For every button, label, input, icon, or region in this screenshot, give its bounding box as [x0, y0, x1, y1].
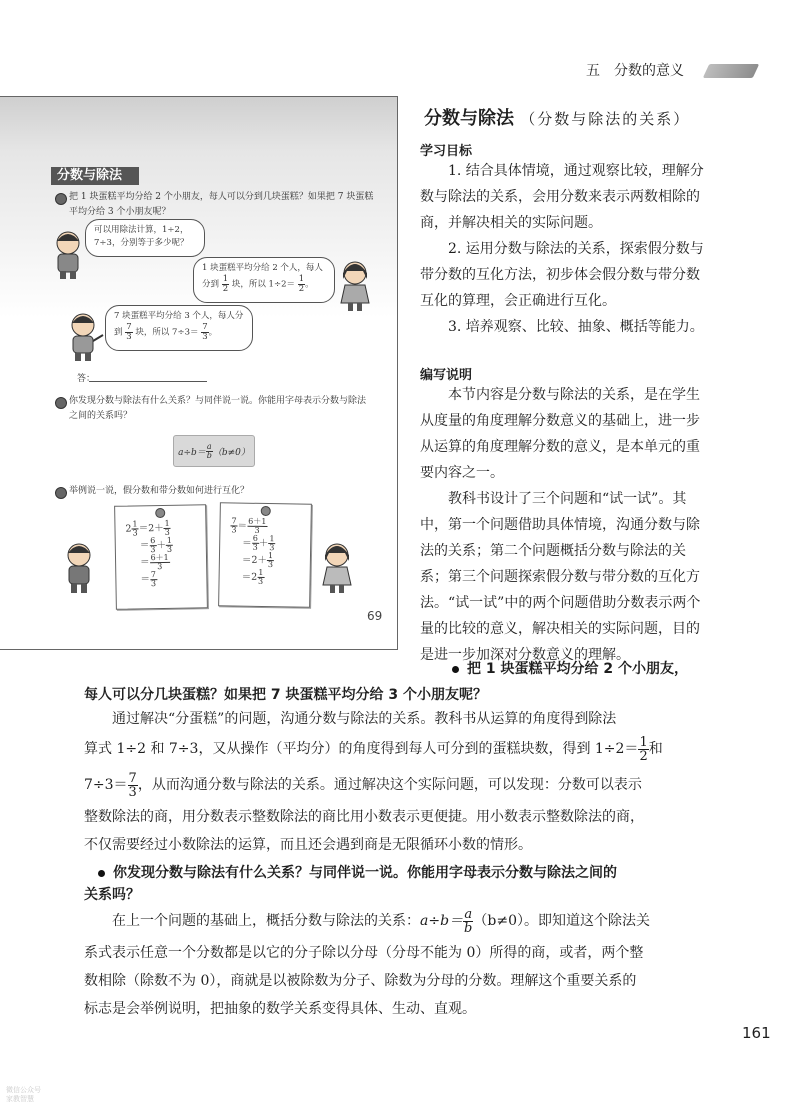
paragraph-2-line-3: 数相除（除数不为 0），商就是以被除数为分子、除数为分母的分数。理解这个重要关系的: [84, 973, 637, 989]
header-tab-decoration: [703, 64, 760, 78]
goal-1: 1. 结合具体情境，通过观察比较，理解分数与除法的关系，会用分数来表示两数相除的商，并解决相关的实际问题。: [420, 163, 704, 231]
textbook-question-1: 把 1 块蛋糕平均分给 2 个小朋友，每人可以分到几块蛋糕？如果把 7 块蛋糕平均分给 3 个小朋友呢？: [69, 192, 374, 217]
speech-bubble-1: [85, 219, 205, 257]
watermark: [6, 1086, 41, 1104]
goal-3: 3. 培养观察、比较、抽象、概括等能力。: [448, 319, 704, 335]
paragraph-1-line-4: 整数除法的商，用分数表示整数除法的商比用小数表示更便捷。用小数表示整数除法的商，: [84, 809, 644, 825]
math-paper-right: $\frac{7}{3}$ ＝ $\frac{6+1}{3}$ ＝ $\frac{6}{3}$ ＋ $\frac{1}{3}$ ＝2＋ $\frac{1}{3}$ ＝2 $\frac{1}{3}$: [218, 502, 312, 608]
notes-paragraph-1: 本节内容是分数与除法的关系，是在学生从度量的角度理解分数意义的基础上，进一步从运算的角度理解分数的意义，是本单元的重要内容之一。: [420, 387, 700, 481]
bubble-2-line-2b: 块，所以 1÷2＝: [231, 279, 295, 290]
question-1-heading-part2: 每人可以分几块蛋糕？如果把 7 块蛋糕平均分给 3 个小朋友呢？: [84, 687, 487, 703]
bullet-icon: [98, 870, 105, 877]
goal-2: 2. 运用分数与除法的关系，探索假分数与带分数的互化方法，初步体会假分数与带分数互化的算理，会正确进行互化。: [420, 241, 704, 309]
answer-line: [89, 381, 207, 382]
boy-illustration: [49, 229, 87, 279]
fraction-a-over-b: $\frac{a}{b}$: [464, 906, 473, 936]
goals-list: [420, 158, 704, 340]
paragraph-1-line-2a: 算式 1÷2 和 7÷3，又从操作（平均分）的角度得到每人可分到的蛋糕块数，得到 1÷2＝: [84, 741, 639, 757]
watermark-line-2: 家教智慧: [6, 1095, 34, 1103]
bullet-icon: [55, 193, 67, 205]
bubble-3-line-2b: 块，所以 7÷3＝: [135, 327, 199, 338]
formula-left: a÷b＝: [178, 447, 206, 458]
question-1-heading-part1: [452, 658, 688, 678]
bubble-3-line-1: 7 块蛋糕平均分给 3 个人，每人分: [114, 311, 244, 321]
section-title-main: 分数与除法: [424, 108, 514, 129]
paragraph-1-line-1: 通过解决“分蛋糕”的问题，沟通分数与除法的关系。教科书从运算的角度得到除法: [112, 711, 617, 727]
formula-right: （b≠0）: [212, 447, 250, 458]
speech-bubble-3: 7 块蛋糕平均分给 3 个人，每人分 到 $\frac{7}{3}$ 块，所以 7÷3＝ $\frac{7}{3}$ 。: [105, 305, 253, 351]
textbook-question-2: 你发现分数与除法有什么关系？与同伴说一说。你能用字母表示分数与除法之间的关系吗？: [69, 396, 367, 421]
fraction-seven-thirds: $\frac{7}{3}$: [128, 770, 137, 800]
boy-illustration: [61, 541, 101, 593]
paragraph-1-line-3a: 7÷3＝: [84, 777, 128, 793]
fraction-a-over-b: $\frac{a}{b}$: [206, 441, 212, 460]
fraction-one-half: $\frac{1}{2}$: [298, 274, 305, 294]
paragraph-1-line-2b: 和: [648, 741, 663, 757]
answer-label: 答：: [77, 374, 96, 384]
paragraph-2-line-1c: （b≠0）。即知道这个除法关: [473, 913, 650, 929]
goals-heading: 学习目标: [420, 144, 473, 159]
pin-icon: [155, 508, 165, 518]
textbook-page-image: [0, 96, 398, 650]
paragraph-2-line-2: 系式表示任意一个分数都是以它的分子除以分母（分母不能为 0）所得的商，或者，两个整: [84, 945, 644, 961]
fraction-seven-thirds: $\frac{7}{3}$: [202, 322, 208, 342]
bubble-2-line-2a: 分到: [202, 279, 220, 290]
paragraph-2-line-4: 标志是会举例说明，把抽象的数学关系变得具体、生动、直观。: [84, 1001, 476, 1017]
notes-paragraph-2: 教科书设计了三个问题和“试一试”。其中，第一个问题借助具体情境，沟通分数与除法的关系；第二个问题概括分数与除法的关系；第三个问题探索假分数与带分数的互化方法。“试一试”中的两个问题借助分数表示两个量的比较的意义，解决相关的实际问题，目的是进一步加深对分数意义的理解。: [420, 491, 701, 663]
math-paper-left: 2 $\frac{1}{3}$ ＝2＋ $\frac{1}{3}$ ＝ $\frac{6}{3}$ ＋ $\frac{1}{3}$ ＝ $\frac{6+1}{3}$ ＝ $\frac{7}{3}$: [114, 504, 208, 610]
question-2-text-1: 你发现分数与除法有什么关系？与同伴说一说。你能用字母表示分数与除法之间的: [113, 865, 617, 881]
formula-inline: a÷b＝: [420, 913, 464, 929]
fraction-one-half: $\frac{1}{2}$: [639, 734, 648, 764]
section-title: [424, 104, 690, 130]
textbook-page-number: 69: [367, 609, 383, 623]
watermark-line-1: 微信公众号: [6, 1086, 41, 1094]
notes-block: [420, 382, 704, 668]
paragraph-2-line-1a: 在上一个问题的基础上，概括分数与除法的关系：: [112, 913, 420, 929]
fraction-seven-thirds: $\frac{7}{3}$: [126, 322, 132, 342]
bullet-icon: [452, 666, 459, 673]
section-subtitle: （分数与除法的关系）: [520, 110, 691, 128]
bullet-icon: [55, 487, 67, 499]
chapter-header: 五 分数的意义: [586, 63, 684, 79]
paragraph-1-line-2: [84, 734, 663, 764]
fraction-one-half: $\frac{1}{2}$: [222, 274, 229, 294]
paragraph-1-line-3b: ，从而沟通分数与除法的关系。通过解决这个实际问题，可以发现：分数可以表示: [137, 777, 642, 793]
paragraph-2-line-1: [112, 906, 650, 936]
paragraph-1-line-5: 不仅需要经过小数除法的运算，而且还会遇到商是无限循环小数的情形。: [84, 837, 532, 853]
notes-heading: 编写说明: [420, 368, 473, 383]
pin-icon: [261, 506, 271, 516]
bubble-3-line-2a: 到: [114, 327, 123, 338]
page-number: 161: [742, 1024, 771, 1042]
question-2-heading-line-2: 关系吗？: [84, 887, 140, 903]
question-1-text-a: 把 1 块蛋糕平均分给 2 个小朋友，: [467, 661, 688, 677]
formula-box: [173, 435, 255, 467]
boy-illustration: [65, 311, 105, 361]
speech-bubble-2: 1 块蛋糕平均分给 2 个人，每人 分到 $\frac{1}{2}$ 块，所以 1÷2＝ $\frac{1}{2}$ 。: [193, 257, 335, 303]
question-2-heading: [98, 862, 617, 882]
bubble-1-line-1: 可以用除法计算，1÷2，: [94, 225, 189, 235]
bubble-2-line-1: 1 块蛋糕平均分给 2 个人，每人: [202, 263, 323, 273]
girl-illustration: [337, 259, 373, 311]
girl-illustration: [317, 541, 357, 593]
textbook-question-3: 举例说一说，假分数和带分数如何进行互化？: [69, 486, 250, 496]
bubble-1-line-2: 7÷3，分别等于多少呢？: [94, 238, 189, 248]
bullet-icon: [55, 397, 67, 409]
textbook-title: 分数与除法: [51, 167, 139, 185]
paragraph-1-line-3: [84, 770, 642, 800]
